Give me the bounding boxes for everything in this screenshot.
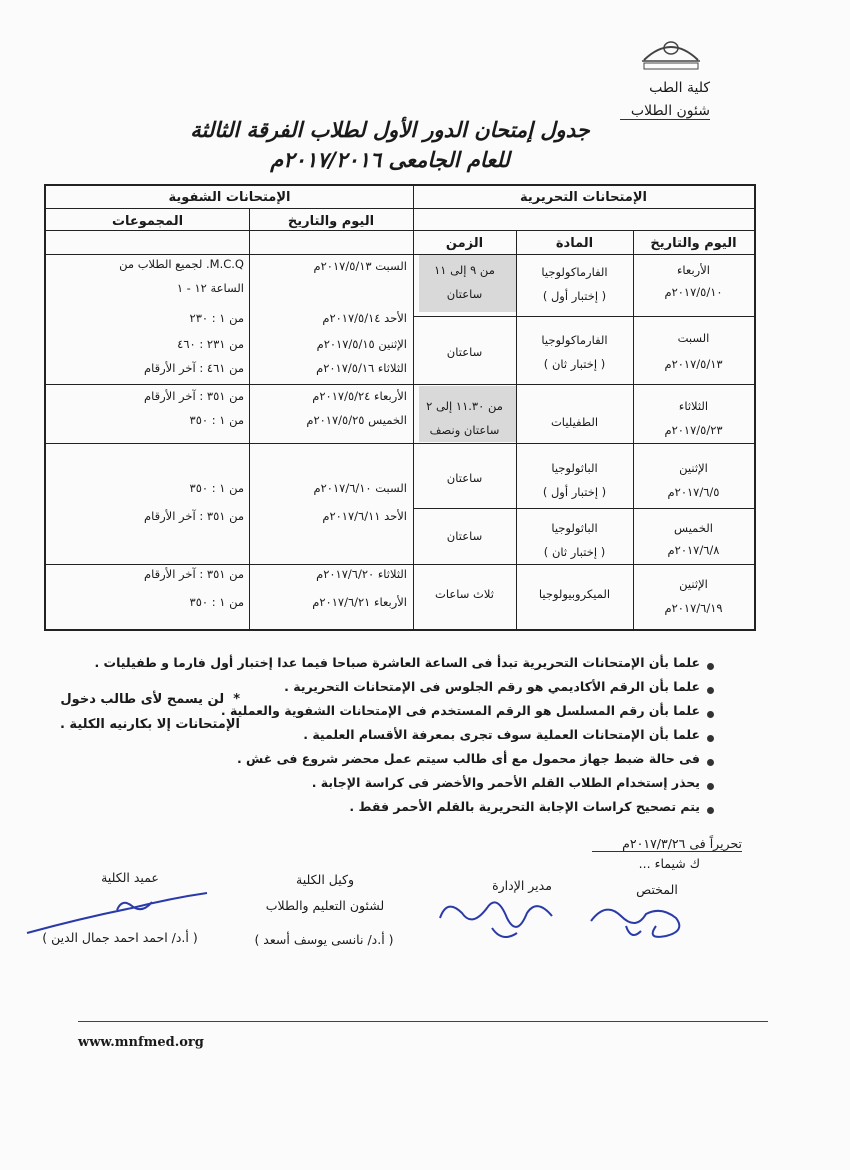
footer-divider <box>78 1021 768 1022</box>
dean-signature <box>22 888 212 938</box>
exam-date: ٢٠١٧/٥/٢٣م <box>664 423 723 437</box>
specialist-signature <box>586 896 696 946</box>
issued-line <box>592 836 742 852</box>
id-card-warning <box>30 688 240 737</box>
issued-label: تحريراً فى <box>689 836 742 851</box>
exam-day: الخميس <box>674 521 713 535</box>
col-day-date: اليوم والتاريخ <box>650 236 737 251</box>
oral-date: الثلاثاء ٢٠١٧/٦/٢٠م <box>316 567 407 581</box>
university-logo <box>636 32 706 72</box>
exam-day: الأربعاء <box>677 263 710 277</box>
oral-group: من ٣٥١ : آخر الأرقام <box>143 389 244 403</box>
exam-duration: ساعتان ونصف <box>429 423 500 437</box>
oral-group: M.C.Q. لجميع الطلاب من <box>119 257 244 271</box>
exam-subject-note: ( إختبار ثان ) <box>543 357 606 371</box>
oral-date: الأربعاء ٢٠١٧/٦/٢١م <box>312 595 407 609</box>
vice-dean-subtitle: لشئون التعليم والطلاب <box>265 898 385 913</box>
oral-date: الثلاثاء ٢٠١٧/٥/١٦م <box>316 361 407 375</box>
exam-subject: الباثولوجيا <box>551 461 598 475</box>
oral-date: السبت ٢٠١٧/٥/١٣م <box>313 259 407 273</box>
note-item: يتم تصحيح كراسات الإجابة التحريرية بالقلم الأحمر فقط . <box>349 799 700 814</box>
exam-subject-note: ( إختبار أول ) <box>542 289 607 303</box>
oral-date: الأحد ٢٠١٧/٦/١١م <box>322 509 407 523</box>
exam-day: الإثنين <box>679 577 708 591</box>
bullet-icon <box>707 735 714 742</box>
bullet-icon <box>707 687 714 694</box>
oral-group: من ١ : ٣٥٠ <box>189 413 244 427</box>
col-subject: المادة <box>555 236 594 251</box>
col-groups: المجموعات <box>111 214 184 229</box>
written-exams-header: الإمتحانات التحريرية <box>520 190 647 205</box>
exam-subject-note: ( إختبار ثان ) <box>543 545 606 559</box>
vice-dean-title: وكيل الكلية <box>296 872 354 887</box>
oral-date: السبت ٢٠١٧/٦/١٠م <box>313 481 407 495</box>
exam-duration: ساعتان <box>446 287 483 301</box>
vice-dean-name: ( أ.د/ نانسى يوسف أسعد ) <box>254 932 394 947</box>
oral-group: من ١ : ٢٣٠ <box>189 311 244 325</box>
admin-director-title: مدير الإدارة <box>492 878 552 893</box>
admin-director-signature <box>432 888 562 948</box>
website-link[interactable]: www.mnfmed.org <box>78 1035 204 1050</box>
note-item: علما بأن رقم المسلسل هو الرقم المستخدم فى الإمتحانات الشفوية والعملية . <box>220 703 700 718</box>
bullet-icon <box>707 759 714 766</box>
oral-date: الأحد ٢٠١٧/٥/١٤م <box>322 311 407 325</box>
note-item: علما بأن الرقم الأكاديمي هو رقم الجلوس فى الإمتحانات التحريرية . <box>284 679 700 694</box>
exam-date: ٢٠١٧/٦/٨م <box>667 543 720 557</box>
exam-subject: الباثولوجيا <box>551 521 598 535</box>
oral-exams-header: الإمتحانات الشفوية <box>168 190 291 205</box>
oral-group: الساعة ١٢ - ١ <box>176 281 244 295</box>
note-item: علما بأن الإمتحانات التحريرية تبدأ فى الساعة العاشرة صباحا فيما عدا إختبار أول فارما و طفيليات . <box>94 655 700 670</box>
exam-date: ٢٠١٧/٦/٥م <box>667 485 720 499</box>
page-title: جدول إمتحان الدور الأول لطلاب الفرقة الثالثة <box>190 118 590 142</box>
exam-subject: الفارماكولوجيا <box>541 333 608 347</box>
note-item: علما بأن الإمتحانات العملية سوف تجرى بمعرفة الأقسام العلمية . <box>303 727 700 742</box>
page-subtitle: للعام الجامعى ٢٠١٧/٢٠١٦م <box>270 148 510 172</box>
exam-subject: الميكروبيولوجيا <box>538 587 611 601</box>
exam-schedule-table <box>44 184 756 631</box>
exam-subject: الطفيليات <box>550 415 599 429</box>
col-time: الزمن <box>445 236 484 251</box>
warning-line: الإمتحانات إلا بكارنيه الكلية . <box>59 716 240 732</box>
exam-duration: ثلاث ساعات <box>435 587 494 601</box>
exam-date: ٢٠١٧/٦/١٩م <box>664 601 723 615</box>
issued-date: ٢٠١٧/٣/٢٦م <box>622 836 686 851</box>
warning-line: لن يسمح لأى طالب دخول <box>60 692 225 707</box>
issued-initials: ك شيماء ... <box>638 856 700 871</box>
asterisk-icon: * <box>233 692 240 707</box>
exam-duration: ساعتان <box>446 471 483 485</box>
exam-day: الإثنين <box>679 461 708 475</box>
bullet-icon <box>707 807 714 814</box>
exam-time: من ١١.٣٠ إلى ٢ <box>426 399 503 413</box>
oral-group: من ٤٦١ : آخر الأرقام <box>143 361 244 375</box>
note-item: يحذر إستخدام الطلاب القلم الأحمر والأخضر فى كراسة الإجابة . <box>311 775 700 790</box>
exam-date: ٢٠١٧/٥/١٠م <box>664 285 723 299</box>
exam-time: من ٩ إلى ١١ <box>434 263 495 277</box>
oral-date: الأربعاء ٢٠١٧/٥/٢٤م <box>312 389 407 403</box>
exam-day: السبت <box>677 331 710 345</box>
faculty-name: كلية الطب <box>649 80 710 96</box>
oral-date: الخميس ٢٠١٧/٥/٢٥م <box>306 413 407 427</box>
exam-subject-note: ( إختبار أول ) <box>542 485 607 499</box>
dean-title: عميد الكلية <box>101 870 159 885</box>
bullet-icon <box>707 711 714 718</box>
oral-group: من ١ : ٣٥٠ <box>189 481 244 495</box>
exam-date: ٢٠١٧/٥/١٣م <box>664 357 723 371</box>
note-item: فى حالة ضبط جهاز محمول مع أى طالب سيتم عمل محضر شروع فى غش . <box>236 751 700 766</box>
exam-day: الثلاثاء <box>678 399 709 413</box>
department-name: شئون الطلاب <box>620 103 710 120</box>
dean-name: ( أ.د/ احمد احمد جمال الدين ) <box>42 930 198 945</box>
specialist-title: المختص <box>636 882 678 897</box>
bullet-icon <box>707 783 714 790</box>
exam-subject: الفارماكولوجيا <box>541 265 608 279</box>
bullet-icon <box>707 663 714 670</box>
exam-duration: ساعتان <box>446 345 483 359</box>
oral-group: من ٣٥١ : آخر الأرقام <box>143 509 244 523</box>
col-oral-day-date: اليوم والتاريخ <box>287 214 375 229</box>
oral-group: من ٣٥١ : آخر الأرقام <box>143 567 244 581</box>
oral-group: من ١ : ٣٥٠ <box>189 595 244 609</box>
exam-duration: ساعتان <box>446 529 483 543</box>
oral-group: من ٢٣١ : ٤٦٠ <box>177 337 244 351</box>
oral-date: الإثنين ٢٠١٧/٥/١٥م <box>316 337 407 351</box>
